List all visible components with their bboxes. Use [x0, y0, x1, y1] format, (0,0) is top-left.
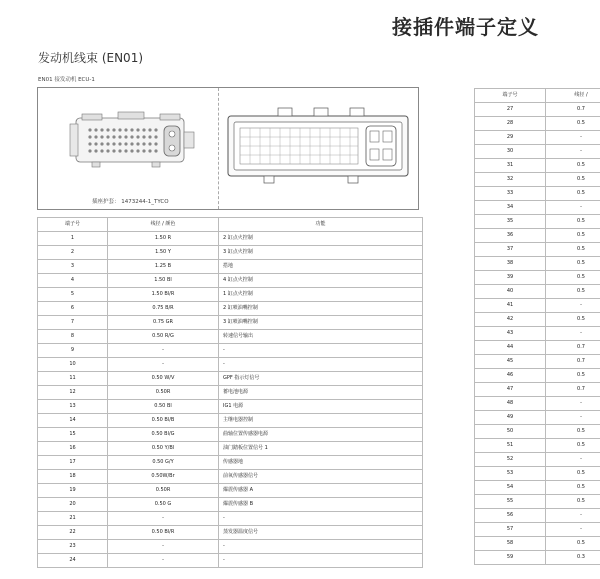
- table-row: [475, 117, 600, 131]
- wire-gauge-color: 0.5: [546, 271, 600, 285]
- wire-gauge-color: -: [546, 509, 600, 523]
- function: 4 缸点火控制: [219, 274, 423, 288]
- column-header: 线径 / 颜色: [108, 218, 219, 232]
- column-header: 线径 /: [546, 89, 600, 103]
- terminal-number: 45: [475, 355, 546, 369]
- wire-gauge-color: -: [108, 554, 219, 568]
- wire-gauge-color: 0.5: [546, 495, 600, 509]
- table-row: [475, 509, 600, 523]
- table-row: [475, 229, 600, 243]
- wire-gauge-color: 0.7: [546, 383, 600, 397]
- table-row: [475, 145, 600, 159]
- function: GPF 指示灯信号: [219, 372, 423, 386]
- wire-gauge-color: 0.5: [546, 481, 600, 495]
- wire-gauge-color: 0.5: [546, 537, 600, 551]
- column-header: 功能: [219, 218, 423, 232]
- terminal-number: 39: [475, 271, 546, 285]
- function: 转速信号输出: [219, 330, 423, 344]
- wire-gauge-color: 0.5: [546, 313, 600, 327]
- wire-gauge-color: 0.7: [546, 103, 600, 117]
- wire-gauge-color: 0.50R: [108, 386, 219, 400]
- table-row: [475, 299, 600, 313]
- terminal-number: 27: [475, 103, 546, 117]
- terminal-number: 31: [475, 159, 546, 173]
- table-row: [38, 554, 423, 568]
- table-row: [475, 201, 600, 215]
- terminal-number: 48: [475, 397, 546, 411]
- function: -: [219, 512, 423, 526]
- wire-gauge-color: 0.5: [546, 159, 600, 173]
- panel-divider: [218, 88, 219, 209]
- table-row: [475, 187, 600, 201]
- wire-gauge-color: 0.5: [546, 439, 600, 453]
- table-row: [38, 470, 423, 484]
- terminal-number: 59: [475, 551, 546, 565]
- function: 搭地: [219, 260, 423, 274]
- wire-gauge-color: 0.5: [546, 369, 600, 383]
- connector-housing-drawing: [68, 104, 203, 174]
- terminal-number: 36: [475, 229, 546, 243]
- table-row: [38, 232, 423, 246]
- terminal-number: 57: [475, 523, 546, 537]
- wire-gauge-color: 0.7: [546, 341, 600, 355]
- terminal-number: 51: [475, 439, 546, 453]
- wire-gauge-color: 0.50 Bl/R: [108, 526, 219, 540]
- terminal-number: 29: [475, 131, 546, 145]
- table-row: [38, 274, 423, 288]
- table-row: [38, 498, 423, 512]
- terminal-number: 14: [38, 414, 108, 428]
- wire-gauge-color: 1.50 Y: [108, 246, 219, 260]
- function: -: [219, 358, 423, 372]
- terminal-number: 47: [475, 383, 546, 397]
- wire-gauge-color: -: [546, 131, 600, 145]
- wire-gauge-color: 1.50 Bl/R: [108, 288, 219, 302]
- wire-gauge-color: 0.5: [546, 243, 600, 257]
- terminal-number: 19: [38, 484, 108, 498]
- function: -: [219, 540, 423, 554]
- function: -: [219, 344, 423, 358]
- wire-gauge-color: -: [108, 358, 219, 372]
- table-row: [38, 246, 423, 260]
- table-row: [38, 288, 423, 302]
- column-header: 端子号: [475, 89, 546, 103]
- table-row: [38, 414, 423, 428]
- terminal-number: 53: [475, 467, 546, 481]
- function: -: [219, 554, 423, 568]
- function: 传感器地: [219, 456, 423, 470]
- function: 1 缸点火控制: [219, 288, 423, 302]
- connector-face-drawing: [224, 104, 414, 194]
- wire-gauge-color: 0.75 B/R: [108, 302, 219, 316]
- table-row: [475, 481, 600, 495]
- housing-part-label: 插座护套： 1473244-1_TYCO: [92, 199, 169, 205]
- column-header: 端子号: [38, 218, 108, 232]
- terminal-number: 32: [475, 173, 546, 187]
- terminal-number: 54: [475, 481, 546, 495]
- terminal-number: 34: [475, 201, 546, 215]
- terminal-number: 18: [38, 470, 108, 484]
- table-row: [38, 372, 423, 386]
- table-row: [475, 397, 600, 411]
- terminal-number: 49: [475, 411, 546, 425]
- terminal-number: 28: [475, 117, 546, 131]
- wire-gauge-color: 1.50 R: [108, 232, 219, 246]
- terminal-number: 2: [38, 246, 108, 260]
- table-row: [475, 453, 600, 467]
- table-row: [38, 260, 423, 274]
- page-title: 接插件端子定义: [392, 15, 539, 39]
- table-row: [475, 313, 600, 327]
- table-header-row: [38, 218, 423, 232]
- wire-gauge-color: -: [546, 411, 600, 425]
- wire-gauge-color: -: [108, 344, 219, 358]
- wire-gauge-color: 0.50 Y/Bl: [108, 442, 219, 456]
- table-row: [38, 358, 423, 372]
- connector-caption: EN01 接发动机 ECU-1: [38, 77, 95, 83]
- terminal-number: 43: [475, 327, 546, 341]
- table-row: [475, 271, 600, 285]
- wire-gauge-color: -: [546, 145, 600, 159]
- table-row: [475, 369, 600, 383]
- table-row: [475, 341, 600, 355]
- function: 油门踏板位置信号 1: [219, 442, 423, 456]
- table-row: [38, 526, 423, 540]
- terminal-number: 41: [475, 299, 546, 313]
- function: 爆震传感器 A: [219, 484, 423, 498]
- wire-gauge-color: 0.50 R/G: [108, 330, 219, 344]
- wire-gauge-color: 0.75 GR: [108, 316, 219, 330]
- wire-gauge-color: -: [546, 299, 600, 313]
- table-row: [38, 442, 423, 456]
- function: 蒸发器温度信号: [219, 526, 423, 540]
- table-row: [475, 327, 600, 341]
- terminal-number: 37: [475, 243, 546, 257]
- table-row: [38, 330, 423, 344]
- table-row: [475, 103, 600, 117]
- wire-gauge-color: 0.5: [546, 215, 600, 229]
- terminal-number: 12: [38, 386, 108, 400]
- table-row: [475, 173, 600, 187]
- function: 3 缸点火控制: [219, 246, 423, 260]
- wire-gauge-color: 0.50 G: [108, 498, 219, 512]
- terminal-number: 40: [475, 285, 546, 299]
- table-row: [475, 439, 600, 453]
- terminal-number: 35: [475, 215, 546, 229]
- wire-gauge-color: 0.5: [546, 467, 600, 481]
- table-row: [475, 467, 600, 481]
- function: 曲轴位置传感器电源: [219, 428, 423, 442]
- table-row: [475, 551, 600, 565]
- wire-gauge-color: 0.5: [546, 173, 600, 187]
- terminal-number: 13: [38, 400, 108, 414]
- table-row: [38, 512, 423, 526]
- wire-gauge-color: 0.50W/Br: [108, 470, 219, 484]
- table-row: [38, 302, 423, 316]
- table-row: [38, 484, 423, 498]
- terminal-number: 58: [475, 537, 546, 551]
- table-row: [38, 316, 423, 330]
- terminal-number: 4: [38, 274, 108, 288]
- wire-gauge-color: 1.50 Bl: [108, 274, 219, 288]
- terminal-number: 30: [475, 145, 546, 159]
- terminal-number: 1: [38, 232, 108, 246]
- terminal-number: 52: [475, 453, 546, 467]
- terminal-number: 21: [38, 512, 108, 526]
- wire-gauge-color: 0.50R: [108, 484, 219, 498]
- terminal-definition-table-continued: [474, 88, 600, 565]
- terminal-number: 6: [38, 302, 108, 316]
- wire-gauge-color: 0.3: [546, 551, 600, 565]
- section-title: 发动机线束 (EN01): [38, 51, 144, 65]
- terminal-number: 23: [38, 540, 108, 554]
- wire-gauge-color: 0.7: [546, 355, 600, 369]
- wire-gauge-color: -: [546, 453, 600, 467]
- table-row: [475, 131, 600, 145]
- terminal-number: 11: [38, 372, 108, 386]
- function: 2 缸喷油嘴控制: [219, 302, 423, 316]
- wire-gauge-color: 0.50 W/V: [108, 372, 219, 386]
- table-row: [475, 355, 600, 369]
- terminal-definition-table: [37, 217, 423, 568]
- function: 爆震传感器 B: [219, 498, 423, 512]
- terminal-number: 56: [475, 509, 546, 523]
- wire-gauge-color: 0.50 Bl/B: [108, 414, 219, 428]
- table-row: [475, 243, 600, 257]
- wire-gauge-color: -: [546, 327, 600, 341]
- terminal-number: 50: [475, 425, 546, 439]
- table-row: [38, 344, 423, 358]
- wire-gauge-color: 0.5: [546, 229, 600, 243]
- terminal-number: 46: [475, 369, 546, 383]
- wire-gauge-color: -: [108, 512, 219, 526]
- function: 蓄电池电源: [219, 386, 423, 400]
- wire-gauge-color: 0.5: [546, 117, 600, 131]
- table-row: [38, 400, 423, 414]
- wire-gauge-color: 0.50 Bl: [108, 400, 219, 414]
- table-row: [475, 383, 600, 397]
- terminal-number: 10: [38, 358, 108, 372]
- wire-gauge-color: -: [546, 523, 600, 537]
- wire-gauge-color: 0.50 G/Y: [108, 456, 219, 470]
- terminal-number: 8: [38, 330, 108, 344]
- table-row: [475, 425, 600, 439]
- table-row: [475, 523, 600, 537]
- terminal-number: 44: [475, 341, 546, 355]
- function: 主继电器控制: [219, 414, 423, 428]
- function: IG1 电源: [219, 400, 423, 414]
- terminal-number: 42: [475, 313, 546, 327]
- wire-gauge-color: 0.5: [546, 285, 600, 299]
- terminal-number: 5: [38, 288, 108, 302]
- table-row: [475, 411, 600, 425]
- table-row: [475, 257, 600, 271]
- function: 前氧传感器信号: [219, 470, 423, 484]
- terminal-number: 9: [38, 344, 108, 358]
- terminal-number: 24: [38, 554, 108, 568]
- table-row: [38, 540, 423, 554]
- table-row: [38, 456, 423, 470]
- wire-gauge-color: -: [546, 201, 600, 215]
- table-row: [38, 428, 423, 442]
- connector-diagram-panel: [37, 87, 419, 210]
- terminal-number: 15: [38, 428, 108, 442]
- terminal-number: 33: [475, 187, 546, 201]
- table-row: [475, 285, 600, 299]
- terminal-number: 20: [38, 498, 108, 512]
- terminal-number: 22: [38, 526, 108, 540]
- terminal-number: 16: [38, 442, 108, 456]
- terminal-number: 38: [475, 257, 546, 271]
- table-row: [475, 215, 600, 229]
- function: 2 缸点火控制: [219, 232, 423, 246]
- wire-gauge-color: 0.5: [546, 425, 600, 439]
- table-row: [475, 495, 600, 509]
- wire-gauge-color: 0.5: [546, 257, 600, 271]
- terminal-number: 17: [38, 456, 108, 470]
- wire-gauge-color: 0.5: [546, 187, 600, 201]
- terminal-number: 7: [38, 316, 108, 330]
- wire-gauge-color: -: [108, 540, 219, 554]
- wire-gauge-color: -: [546, 397, 600, 411]
- table-row: [475, 159, 600, 173]
- table-row: [38, 386, 423, 400]
- table-row: [475, 537, 600, 551]
- terminal-number: 3: [38, 260, 108, 274]
- wire-gauge-color: 1.25 B: [108, 260, 219, 274]
- terminal-number: 55: [475, 495, 546, 509]
- wire-gauge-color: 0.50 Bl/G: [108, 428, 219, 442]
- function: 3 缸喷油嘴控制: [219, 316, 423, 330]
- table-header-row: [475, 89, 600, 103]
